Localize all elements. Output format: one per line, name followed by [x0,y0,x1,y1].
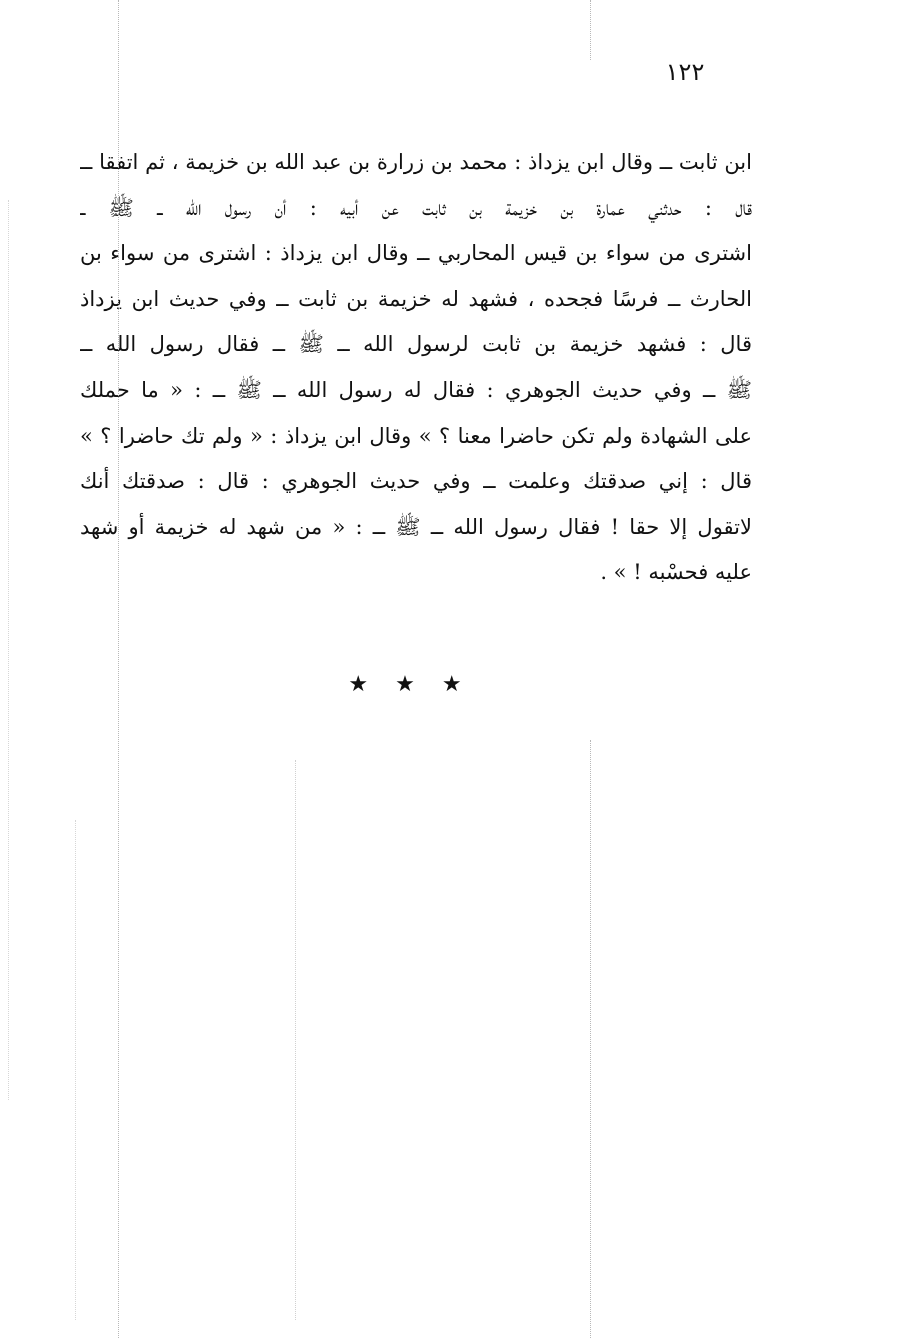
text-line: الحارث ــ فرسًا فجحده ، فشهد له خزيمة بن ثابت ــ وفي حديث ابن يزداذ [80,286,752,311]
text-line: ﷺ ــ وفي حديث الجوهري : فقال له رسول الله ــ ﷺ ــ : « ما حملك [80,377,752,402]
scan-mark [8,200,10,1100]
text-line: قال : حدثني عمارة بن خزيمة بن ثابت عن أبيه : أن رسول الله ــ ﷺ ــ [80,195,752,220]
scan-mark [590,0,592,60]
text-line: لاتقول إلا حقا ! فقال رسول الله ــ ﷺ ــ : « من شهد له خزيمة أو شهد [80,514,752,539]
text-line: قال : فشهد خزيمة بن ثابت لرسول الله ــ ﷺ ــ فقال رسول الله ــ [80,332,752,357]
scan-mark [590,740,592,1338]
page-number: ١٢٢ [665,58,705,86]
text-line: قال : إني صدقتك وعلمت ــ وفي حديث الجوهري : قال : صدقتك أنك [80,469,752,494]
scan-mark [118,0,120,1338]
scan-mark [295,760,297,1320]
text-line: ابن ثابت ــ وقال ابن يزداذ : محمد بن زرارة بن عبد الله بن خزيمة ، ثم اتفقا ــ [80,150,752,174]
scan-mark [75,820,77,1320]
body-text [80,140,752,596]
text-line: على الشهادة ولم تكن حاضرا معنا ؟ » وقال ابن يزداذ : « ولم تك حاضرا ؟ » [80,423,752,448]
text-line: عليه فحسْبه ! » . [600,560,752,585]
section-separator: ★ ★ ★ [348,672,472,697]
text-line: اشترى من سواء بن قيس المحاربي ــ وقال ابن يزداذ : اشترى من سواء بن [80,241,752,266]
